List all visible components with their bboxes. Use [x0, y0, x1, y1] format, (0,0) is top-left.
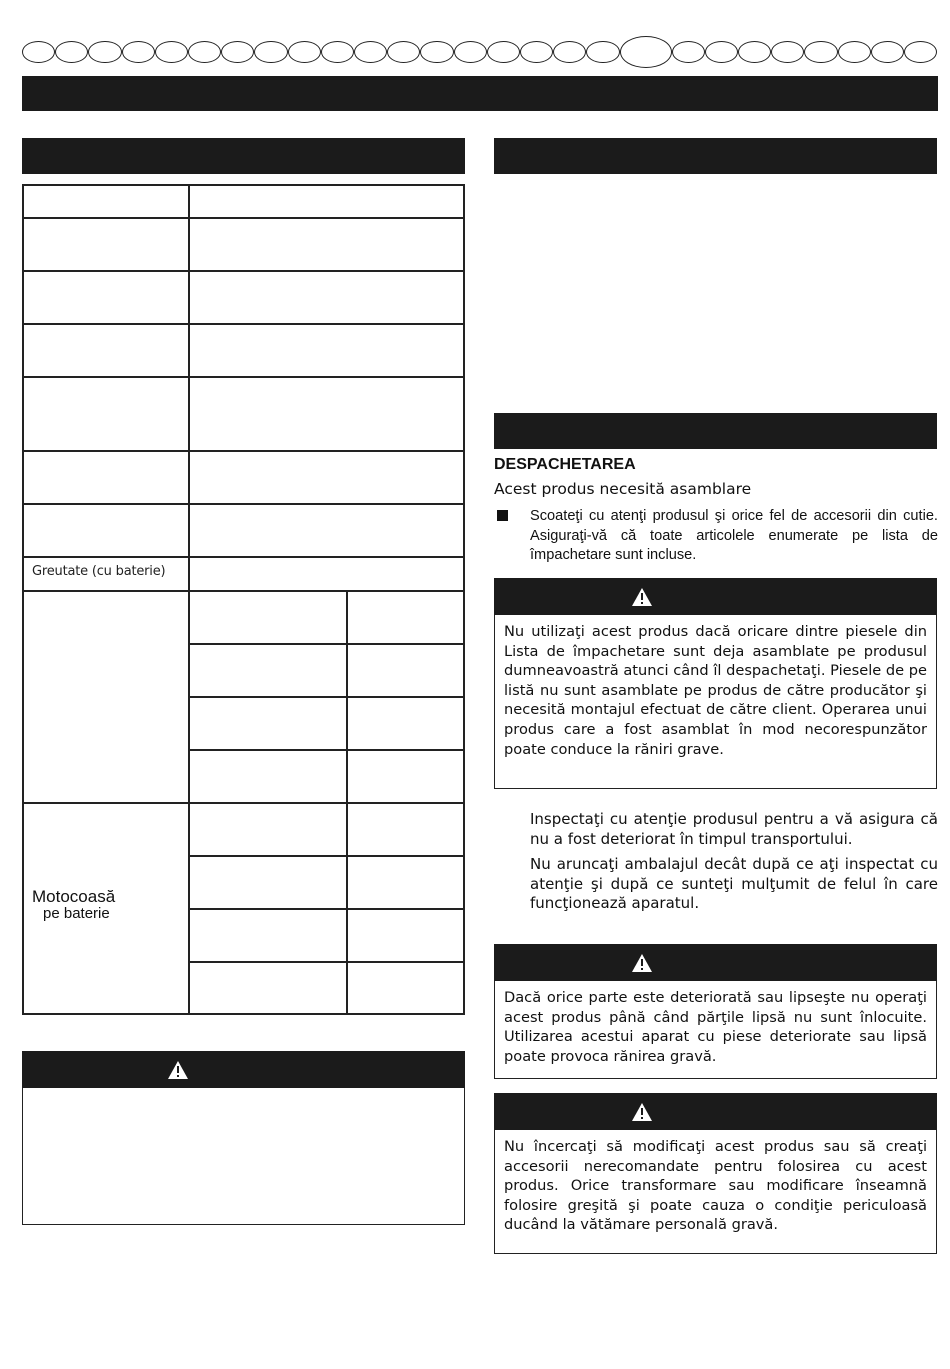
language-tab[interactable]	[586, 41, 619, 63]
language-tab[interactable]	[420, 41, 453, 63]
warning-triangle-icon	[167, 1060, 189, 1080]
language-tab[interactable]	[520, 41, 553, 63]
product-label-line1: Motocoasă	[32, 887, 116, 906]
language-tab[interactable]	[738, 41, 771, 63]
language-tab[interactable]	[221, 41, 254, 63]
spec-table	[22, 184, 465, 1016]
language-tab[interactable]	[88, 41, 121, 63]
language-tab[interactable]	[487, 41, 520, 63]
warning-header-2	[494, 944, 937, 981]
weight-label: Greutate (cu baterie)	[32, 564, 166, 579]
inspection-text-2: Nu aruncaţi ambalajul decât după ce aţi inspectat cu atenţie şi după ce sunteţi mulţumit de felul în care funcţionează aparatul.	[530, 855, 938, 913]
language-tab[interactable]	[155, 41, 188, 63]
warning-text-3: Nu încercaţi să modificaţi acest produs sau să creaţi accesorii nerecomandate pentru folosirea cu acest produs. Orice transformare sau modificare înseamnă folosire greşită şi poate cauza o condiţie periculoasă ducând la vătămare personală gravă.	[504, 1138, 927, 1234]
product-label-line2: pe baterie	[43, 905, 110, 922]
unpacking-bullet-text: Scoateţi cu atenţi produsul şi orice fel de accesorii din cutie. Asiguraţi-vă că toate articolele enumerate pe lista de împachetare sunt incluse.	[530, 508, 938, 563]
unpacking-subtitle: Acest produs necesită asamblare	[494, 480, 752, 498]
specifications-header-bar	[22, 138, 465, 174]
language-tab[interactable]	[454, 41, 487, 63]
intended-use-header-bar	[494, 138, 937, 174]
language-tab[interactable]	[387, 41, 420, 63]
warning-triangle-icon	[631, 587, 653, 607]
language-tab[interactable]	[672, 41, 705, 63]
left-warning-header	[22, 1051, 465, 1088]
page-header-bar	[22, 76, 938, 111]
language-tab-active[interactable]	[620, 36, 672, 68]
assembly-header-bar	[494, 413, 937, 449]
warning-text-1: Nu utilizaţi acest produs dacă oricare dintre piesele din Lista de împachetare sunt deja asamblate pe produsul dumneavoastră atunci când îl despachetaţi. Piesele de pe listă nu sunt asamblate pe produs de către producător şi necesită montajul efectuat de către client. Operarea unui produs care a fost asamblat în mod necorespunzător poate conduce la răniri grave.	[504, 623, 927, 758]
warning-header-1	[494, 578, 937, 615]
warning-triangle-icon	[631, 1102, 653, 1122]
warning-header-3	[494, 1093, 937, 1130]
product-label	[32, 888, 182, 922]
language-tab[interactable]	[22, 41, 55, 63]
language-tab[interactable]	[804, 41, 837, 63]
language-tab[interactable]	[705, 41, 738, 63]
language-tab[interactable]	[904, 41, 937, 63]
warning-text-2: Dacă orice parte este deteriorată sau lipseşte nu operaţi acest produs până când părţile lipsă nu sunt înlocuite. Utilizarea acestui aparat cu piese deteriorate sau lipsă poate provoca rănirea gravă.	[504, 989, 927, 1065]
language-tab[interactable]	[288, 41, 321, 63]
warning-box-2	[494, 981, 937, 1079]
language-tab[interactable]	[254, 41, 287, 63]
language-tab[interactable]	[188, 41, 221, 63]
warning-triangle-icon	[631, 953, 653, 973]
left-warning-box	[22, 1088, 465, 1225]
language-tabs	[22, 36, 938, 68]
inspection-text-1: Inspectaţi cu atenţie produsul pentru a vă asigura că nu a fost deteriorat în timpul transportului.	[530, 810, 938, 848]
language-tab[interactable]	[354, 41, 387, 63]
language-tab[interactable]	[321, 41, 354, 63]
language-tab[interactable]	[871, 41, 904, 63]
language-tab[interactable]	[122, 41, 155, 63]
language-tab[interactable]	[55, 41, 88, 63]
warning-box-3	[494, 1130, 937, 1254]
language-tab[interactable]	[838, 41, 871, 63]
language-tab[interactable]	[771, 41, 804, 63]
square-bullet-icon	[497, 510, 508, 521]
unpacking-heading: DESPACHETAREA	[494, 456, 636, 473]
warning-box-1	[494, 615, 937, 789]
language-tab[interactable]	[553, 41, 586, 63]
